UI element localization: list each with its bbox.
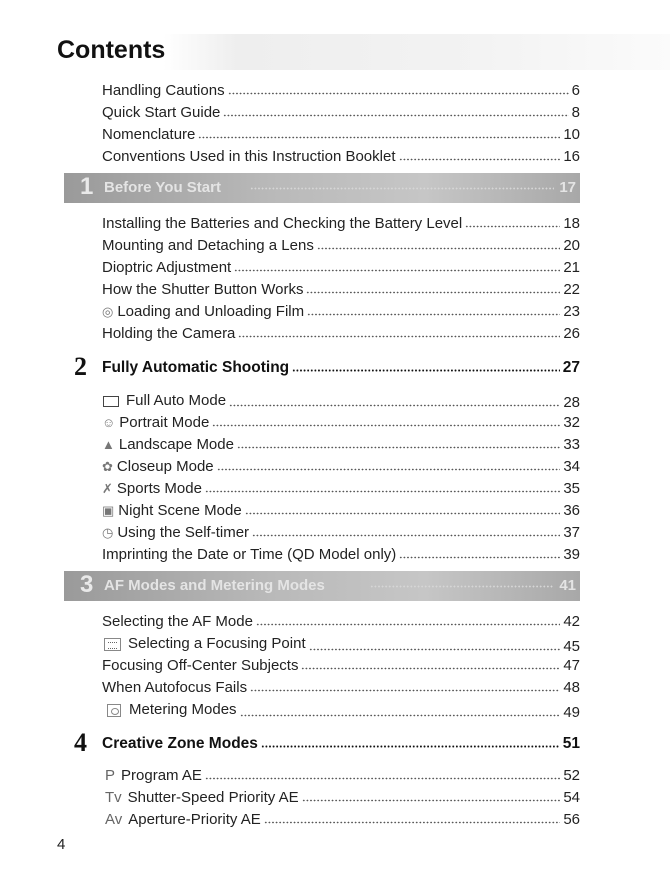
leader-dots xyxy=(229,393,560,407)
toc-entry[interactable] xyxy=(102,125,580,145)
toc-entry-label: Nomenclature xyxy=(102,126,196,143)
chapter-number: 4 xyxy=(74,728,87,757)
loading-icon: ◎ xyxy=(102,304,114,319)
toc-entry-page: 47 xyxy=(563,657,580,674)
toc-entry[interactable] xyxy=(102,523,580,543)
toc-entry-label: Focusing Off-Center Subjects xyxy=(102,657,299,674)
toc-entry-label: Selecting a Focusing Point xyxy=(128,635,306,652)
toc-entry[interactable] xyxy=(102,501,580,521)
toc-entry-label: Dioptric Adjustment xyxy=(102,259,232,276)
toc-entry-label: Selecting the AF Mode xyxy=(102,613,253,630)
toc-entry-label: Installing the Batteries and Checking the Battery Level xyxy=(102,215,463,232)
toc-entry-page: 26 xyxy=(563,325,580,342)
program-mode-label: P xyxy=(105,767,116,784)
toc-entry-page: 52 xyxy=(563,767,580,784)
toc-entry-label: Handling Cautions xyxy=(102,82,225,99)
toc-entry-page: 49 xyxy=(563,703,580,721)
toc-entry-page: 34 xyxy=(563,458,580,475)
leader-dots xyxy=(302,788,561,802)
toc-entry-label: Program AE xyxy=(121,767,202,784)
toc-entry[interactable] xyxy=(102,413,580,433)
toc-entry-page: 32 xyxy=(563,414,580,431)
leader-dots xyxy=(399,147,561,161)
toc-entry-page: 22 xyxy=(563,281,580,298)
toc-entry[interactable] xyxy=(102,324,580,344)
toc-entry-page: 33 xyxy=(563,436,580,453)
chapter-heading-3[interactable] xyxy=(64,571,580,601)
toc-entry[interactable] xyxy=(102,634,580,654)
leader-dots xyxy=(292,358,560,372)
toc-entry-label: Portrait Mode xyxy=(119,414,210,431)
toc-entry-page: 16 xyxy=(563,148,580,165)
toc-entry-label: Closeup Mode xyxy=(116,458,214,475)
chapter-page: 41 xyxy=(559,577,576,594)
toc-entry-page: 36 xyxy=(563,502,580,519)
toc-entry-label: Shutter-Speed Priority AE xyxy=(127,789,299,806)
toc-entry-label: Conventions Used in this Instruction Booklet xyxy=(102,148,396,165)
toc-entry[interactable] xyxy=(102,147,580,167)
af-point-icon xyxy=(104,638,121,651)
toc-entry-label: Quick Start Guide xyxy=(102,104,221,121)
toc-entry-label: How the Shutter Button Works xyxy=(102,281,304,298)
leader-dots xyxy=(223,103,568,117)
toc-entry-page: 37 xyxy=(563,524,580,541)
toc-entry[interactable] xyxy=(102,700,580,720)
toc-entry[interactable] xyxy=(102,214,580,234)
toc-entry-page: 23 xyxy=(563,303,580,320)
chapter-page: 17 xyxy=(559,179,576,196)
toc-entry-page: 48 xyxy=(563,679,580,696)
leader-dots xyxy=(306,280,560,294)
toc-entry-label: Loading and Unloading Film xyxy=(117,303,305,320)
chapter-heading-1[interactable] xyxy=(64,173,580,203)
toc-entry[interactable] xyxy=(102,435,580,455)
toc-entry-page: 28 xyxy=(563,393,580,411)
av-mode-label: Av xyxy=(105,811,123,828)
toc-entry-label: Metering Modes xyxy=(129,701,237,718)
metering-icon xyxy=(107,704,121,717)
toc-entry-label: Mounting and Detaching a Lens xyxy=(102,237,314,254)
toc-entry-page: 42 xyxy=(563,613,580,630)
chapter-number: 3 xyxy=(80,571,94,598)
leader-dots xyxy=(399,545,560,559)
chapter-title: Fully Automatic Shooting xyxy=(102,359,290,376)
leader-dots xyxy=(205,479,560,493)
chapter-title: AF Modes and Metering Modes xyxy=(104,577,325,594)
toc-entry-label: Holding the Camera xyxy=(102,325,236,342)
leader-dots xyxy=(261,734,560,748)
leader-dots xyxy=(228,81,569,95)
toc-entry[interactable] xyxy=(102,457,580,477)
full-auto-icon xyxy=(103,396,119,407)
toc-entry-label: Using the Self-timer xyxy=(117,524,250,541)
portrait-icon: ☺ xyxy=(102,415,116,430)
toc-entry[interactable] xyxy=(102,545,580,565)
chapter-title: Creative Zone Modes xyxy=(102,735,258,752)
toc-entry-page: 10 xyxy=(563,126,580,143)
leader-dots xyxy=(250,187,554,191)
leader-dots xyxy=(309,637,561,651)
leader-dots xyxy=(317,236,560,250)
leader-dots xyxy=(264,810,561,824)
closeup-icon: ✿ xyxy=(102,459,113,474)
chapter-title: Before You Start xyxy=(104,179,221,196)
toc-entry[interactable] xyxy=(102,280,580,300)
page-number: 4 xyxy=(57,836,66,853)
chapter-heading-4[interactable] xyxy=(74,728,580,758)
toc-entry-page: 35 xyxy=(563,480,580,497)
leader-dots xyxy=(250,678,560,692)
toc-entry-page: 45 xyxy=(563,637,580,655)
leader-dots xyxy=(252,523,560,537)
toc-entry-label: Night Scene Mode xyxy=(118,502,242,519)
leader-dots xyxy=(370,585,554,589)
toc-entry[interactable] xyxy=(102,81,580,101)
leader-dots xyxy=(245,501,561,515)
chapter-heading-2[interactable] xyxy=(74,352,580,382)
toc-entry[interactable] xyxy=(102,479,580,499)
leader-dots xyxy=(212,413,560,427)
leader-dots xyxy=(238,324,560,338)
leader-dots xyxy=(465,214,560,228)
toc-entry[interactable] xyxy=(102,236,580,256)
leader-dots xyxy=(234,258,560,272)
toc-entry[interactable] xyxy=(102,766,580,786)
toc-entry-page: 6 xyxy=(571,82,580,99)
toc-entry[interactable] xyxy=(102,391,580,411)
toc-entry-page: 39 xyxy=(563,546,580,563)
toc-entry-label: Landscape Mode xyxy=(118,436,234,453)
toc-entry-label: When Autofocus Fails xyxy=(102,679,248,696)
toc-entry[interactable] xyxy=(102,302,580,322)
landscape-icon: ▲ xyxy=(102,437,115,452)
night-scene-icon: ▣ xyxy=(102,503,115,518)
toc-entry[interactable] xyxy=(102,103,580,123)
toc-entry-page: 56 xyxy=(563,811,580,828)
leader-dots xyxy=(217,457,561,471)
chapter-page: 51 xyxy=(562,735,580,752)
toc-entry-page: 54 xyxy=(563,789,580,806)
toc-entry-label: Imprinting the Date or Time (QD Model only) xyxy=(102,546,397,563)
sports-icon: ✗ xyxy=(102,481,113,496)
toc-entry-page: 21 xyxy=(563,259,580,276)
page-title: Contents xyxy=(57,36,166,64)
toc-entry[interactable] xyxy=(102,656,580,676)
chapter-number: 1 xyxy=(80,173,94,200)
toc-entry[interactable] xyxy=(102,810,580,830)
toc-entry[interactable] xyxy=(102,612,580,632)
toc-entry-label: Full Auto Mode xyxy=(126,392,227,409)
leader-dots xyxy=(198,125,560,139)
leader-dots xyxy=(256,612,560,626)
toc-entry-label: Sports Mode xyxy=(116,480,202,497)
chapter-number: 2 xyxy=(74,352,87,381)
self-timer-icon: ◷ xyxy=(102,525,114,540)
toc-entry-page: 20 xyxy=(563,237,580,254)
toc-entry[interactable] xyxy=(102,678,580,698)
tv-mode-label: Tv xyxy=(105,789,122,806)
leader-dots xyxy=(301,656,560,670)
leader-dots xyxy=(205,766,560,780)
chapter-page: 27 xyxy=(562,359,580,376)
leader-dots xyxy=(237,435,560,449)
toc-entry-page: 18 xyxy=(563,215,580,232)
toc-entry[interactable] xyxy=(102,258,580,278)
leader-dots xyxy=(240,703,561,717)
toc-entry[interactable] xyxy=(102,788,580,808)
toc-entry-label: Aperture-Priority AE xyxy=(128,811,261,828)
toc-entry-page: 8 xyxy=(571,104,580,121)
leader-dots xyxy=(307,302,560,316)
